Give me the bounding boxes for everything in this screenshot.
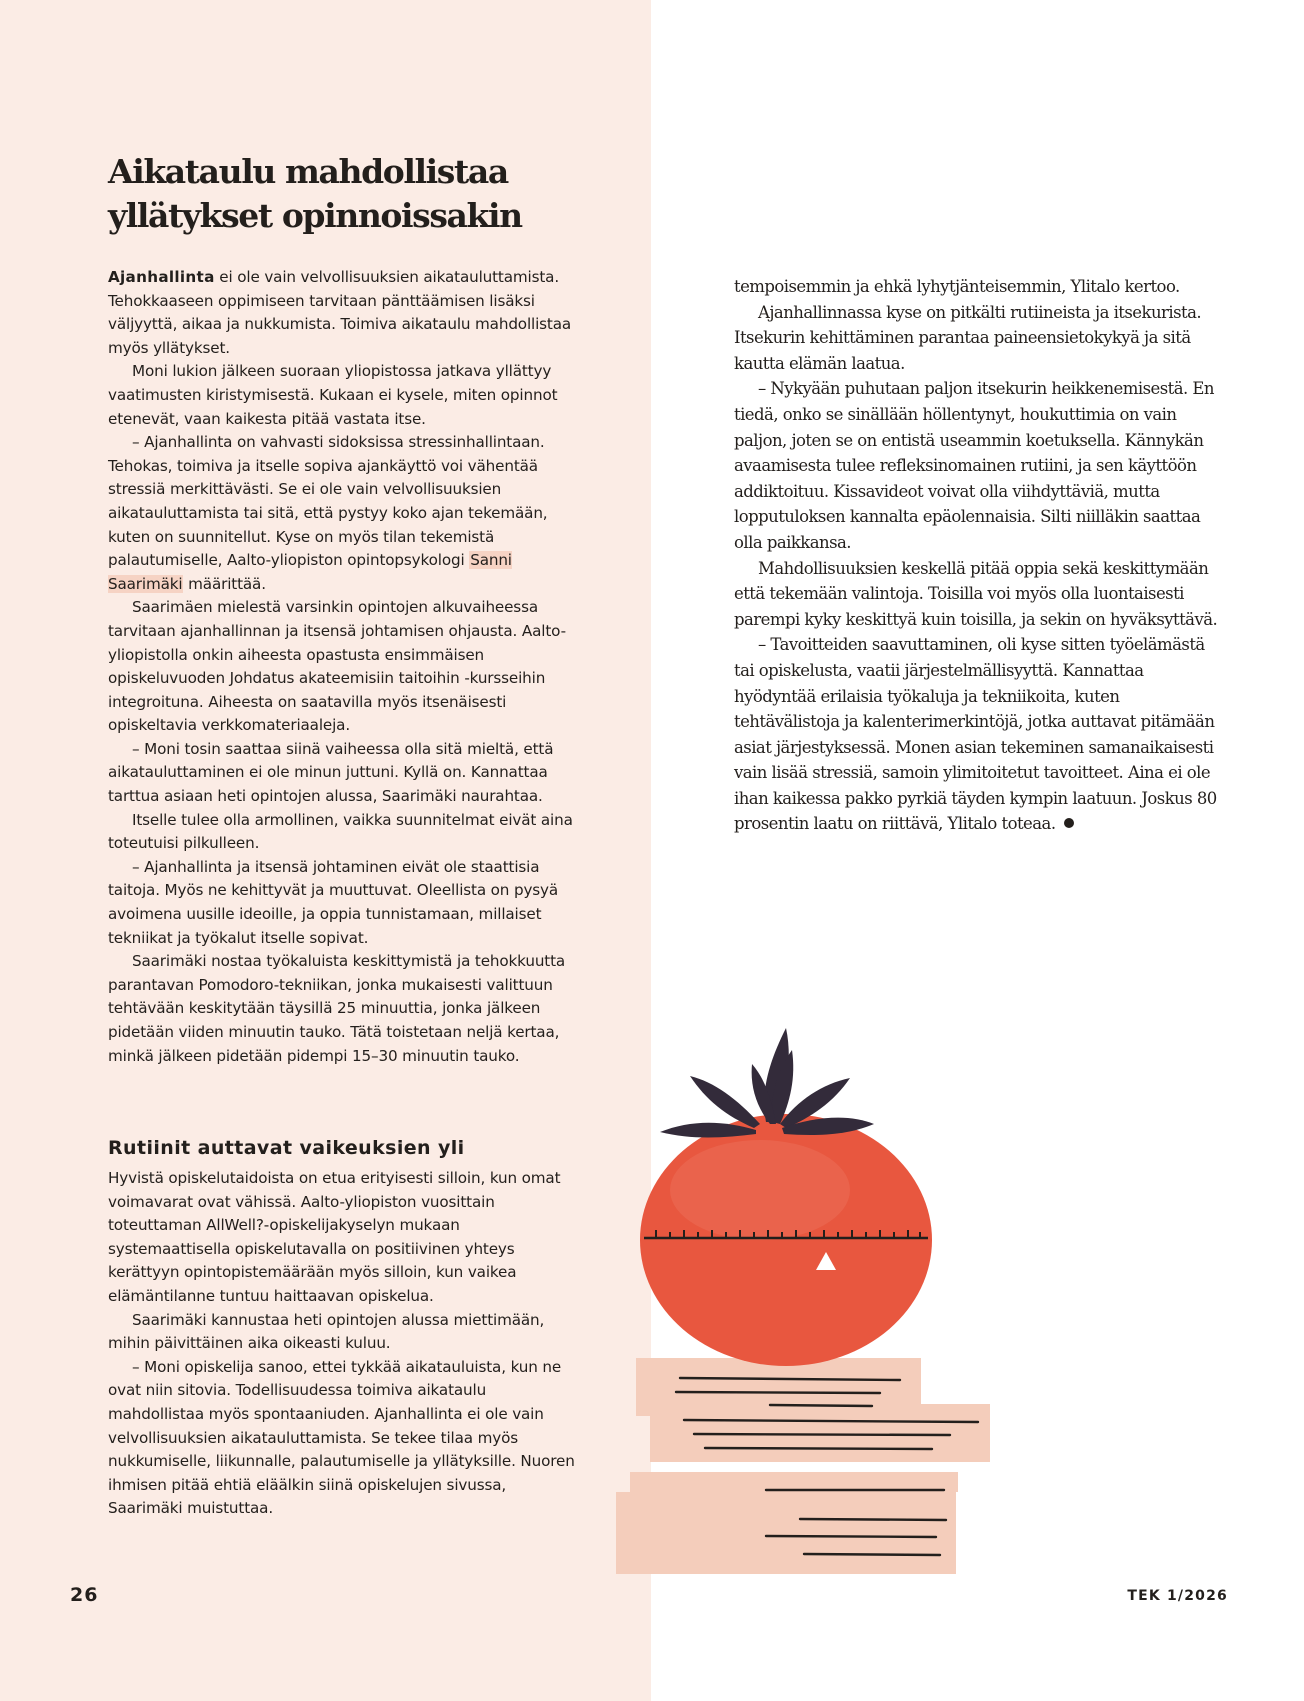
paragraph: – Moni opiskelija sanoo, ettei tykkää aikatauluista, kun ne ovat niin sitovia. Todellisuudessa toimiva aikataulu mahdollistaa myös spontaaniuden. Ajanhallinta ei ole vain velvollisuuksien aikatauluttamista. Se tekee tilaa myös nukkumiselle, liikunnalle, palautumiselle ja yllätyksille. Nuoren ihmisen pitää ehtiä eläälkin siinä opiskelujen sivussa, Saarimäki muistuttaa. xyxy=(108,1357,575,1518)
highlighted-name: Sanni Saarimäki xyxy=(108,551,512,593)
paragraph: Mahdollisuuksien keskellä pitää oppia sekä keskittymään että tekemään valintoja. Toisilla voi myös olla luontaisesti parempi kyky keskittyä kuin toisilla, ja sekin on hyväksyttävä. xyxy=(734,558,1218,629)
lead-word: Ajanhallinta xyxy=(108,268,215,286)
page-number: 26 xyxy=(70,1584,99,1606)
paragraph-text: – Ajanhallinta on vahvasti sidoksissa stressinhallintaan. Tehokas, toimiva ja itselle sopiva ajankäyttö voi vähentää stressiä merkittävästi. Se ei ole vain velvollisuuksien aikatauluttamista tai sitä, että pystyy koko ajan tekemään, kuten on suunnitellut. Kyse on myös tilan tekemistä palautumiselle, Aalto-yliopiston opintopsykologi xyxy=(108,433,548,570)
paragraph: – Nykyään puhutaan paljon itsekurin heikkenemisestä. En tiedä, onko se sinällään höllentynyt, houkuttimia on vain paljon, joten se on entistä useammin koetuksella. Kännykän avaamisesta tulee refleksinomainen rutiini, ja sen käyttöön addiktoituu. Kissavideot voivat olla viihdyttäviä, mutta lopputuloksen kannalta epäolennaisia. Silti niilläkin saattaa olla paikkansa. xyxy=(734,379,1214,552)
paragraph xyxy=(734,632,1219,837)
paragraph: Saarimäen mielestä varsinkin opintojen alkuvaiheessa tarvitaan ajanhallinnan ja itsensä johtamisen ohjausta. Aalto-yliopistolla onkin aiheesta opastusta ensimmäisen opiskeluvuoden Johdatus akateemisiin taitoihin -kursseihin integroituna. Aiheesta on saatavilla myös itsenäisesti opiskeltavia verkkomateriaaleja. xyxy=(108,598,566,735)
paragraph: Saarimäki kannustaa heti opintojen alussa miettimään, mihin päivittäinen aika oikeasti kuluu. xyxy=(108,1310,545,1353)
paragraph xyxy=(108,431,580,596)
lead-text: ei ole vain velvollisuuksien aikatauluttamista. Tehokkaaseen oppimiseen tarvitaan pänttäämisen lisäksi väljyyttä, aikaa ja nukkumista. Toimiva aikataulu mahdollistaa myös yllätykset. xyxy=(108,268,572,357)
tomato-leaves-icon xyxy=(660,1028,874,1138)
paragraph: Ajanhallinnassa kyse on pitkälti rutiineista ja itsekurista. Itsekurin kehittäminen parantaa paineensietokykyä ja sitä kautta elämän laatua. xyxy=(734,302,1202,373)
left-column-section xyxy=(108,1167,580,1521)
paragraph: – Moni tosin saattaa siinä vaiheessa olla sitä mieltä, että aikatauluttaminen ei ole minun juttuni. Kyllä on. Kannattaa tarttua asiaan heti opintojen alussa, Saarimäki naurahtaa. xyxy=(108,739,554,806)
issue-label: TEK 1/2026 xyxy=(1127,1588,1228,1604)
paragraph-text: – Tavoitteiden saavuttaminen, oli kyse sitten työelämästä tai opiskelusta, vaatii järjestelmällisyyttä. Kannattaa hyödyntää erilaisia työkaluja ja tekniikoita, kuten tehtävälistoja ja kalenterimerkintöjä, jotka auttavat pitämään asiat järjestyksessä. Monen asian tekeminen samanaikaisesti vain lisää stressiä, samoin ylimitoitetut tavoitteet. Aina ei ole ihan kaikessa pakko pyrkiä täyden kympin laatuun. Joskus 80 prosentin laatu on riittävä, Ylitalo toteaa. xyxy=(734,635,1217,834)
article-title: Aikataulu mahdollistaa yllätykset opinnoissakin xyxy=(108,152,522,235)
left-column xyxy=(108,266,580,1068)
right-column xyxy=(734,274,1219,837)
paragraph: Hyvistä opiskelutaidoista on etua erityisesti silloin, kun omat voimavarat ovat vähissä. Aalto-yliopiston vuosittain toteuttaman AllWell?-opiskelijakyselyn mukaan systemaattisella opiskelutavalla on positiivinen yhteys kerättyyn opintopistemäärään myös silloin, kun vaikea elämäntilanne tuntuu haittaavan opiskelua. xyxy=(108,1169,561,1305)
paragraph: tempoisemmin ja ehkä lyhytjänteisemmin, Ylitalo kertoo. xyxy=(734,277,1180,296)
paragraph: – Ajanhallinta ja itsensä johtaminen eivät ole staattisia taitoja. Myös ne kehittyvät ja muuttuvat. Oleellista on pysyä avoimena uusille ideoille, ja oppia tunnistamaan, millaiset tekniikat ja työkalut itselle sopivat. xyxy=(108,857,559,947)
paragraph: Saarimäki nostaa työkaluista keskittymistä ja tehokkuutta parantavan Pomodoro-tekniikan, jonka mukaisesti valittuun tehtävään keskitytään täysillä 25 minuuttia, jonka jälkeen pidetään viiden minuutin tauko. Tätä toistetaan neljä kertaa, minkä jälkeen pidetään pidempi 15–30 minuutin tauko. xyxy=(108,952,566,1065)
pomodoro-tomato-timer-on-books-icon xyxy=(610,1020,1010,1580)
paragraph: Itselle tulee olla armollinen, vaikka suunnitelmat eivät aina toteutuisi pilkulleen. xyxy=(108,810,573,853)
section-subheading: Rutiinit auttavat vaikeuksien yli xyxy=(108,1137,465,1159)
paragraph: Moni lukion jälkeen suoraan yliopistossa jatkava yllättyy vaatimusten kiristymisestä. Kukaan ei kysele, miten opinnot etenevät, vaan kaikesta pitää vastata itse. xyxy=(108,362,558,428)
lead-paragraph xyxy=(108,266,580,360)
tomato-timer-icon xyxy=(640,1114,932,1366)
books-stack-icon xyxy=(616,1358,990,1574)
paragraph-text: määrittää. xyxy=(183,574,266,593)
end-mark-icon xyxy=(1064,818,1074,828)
